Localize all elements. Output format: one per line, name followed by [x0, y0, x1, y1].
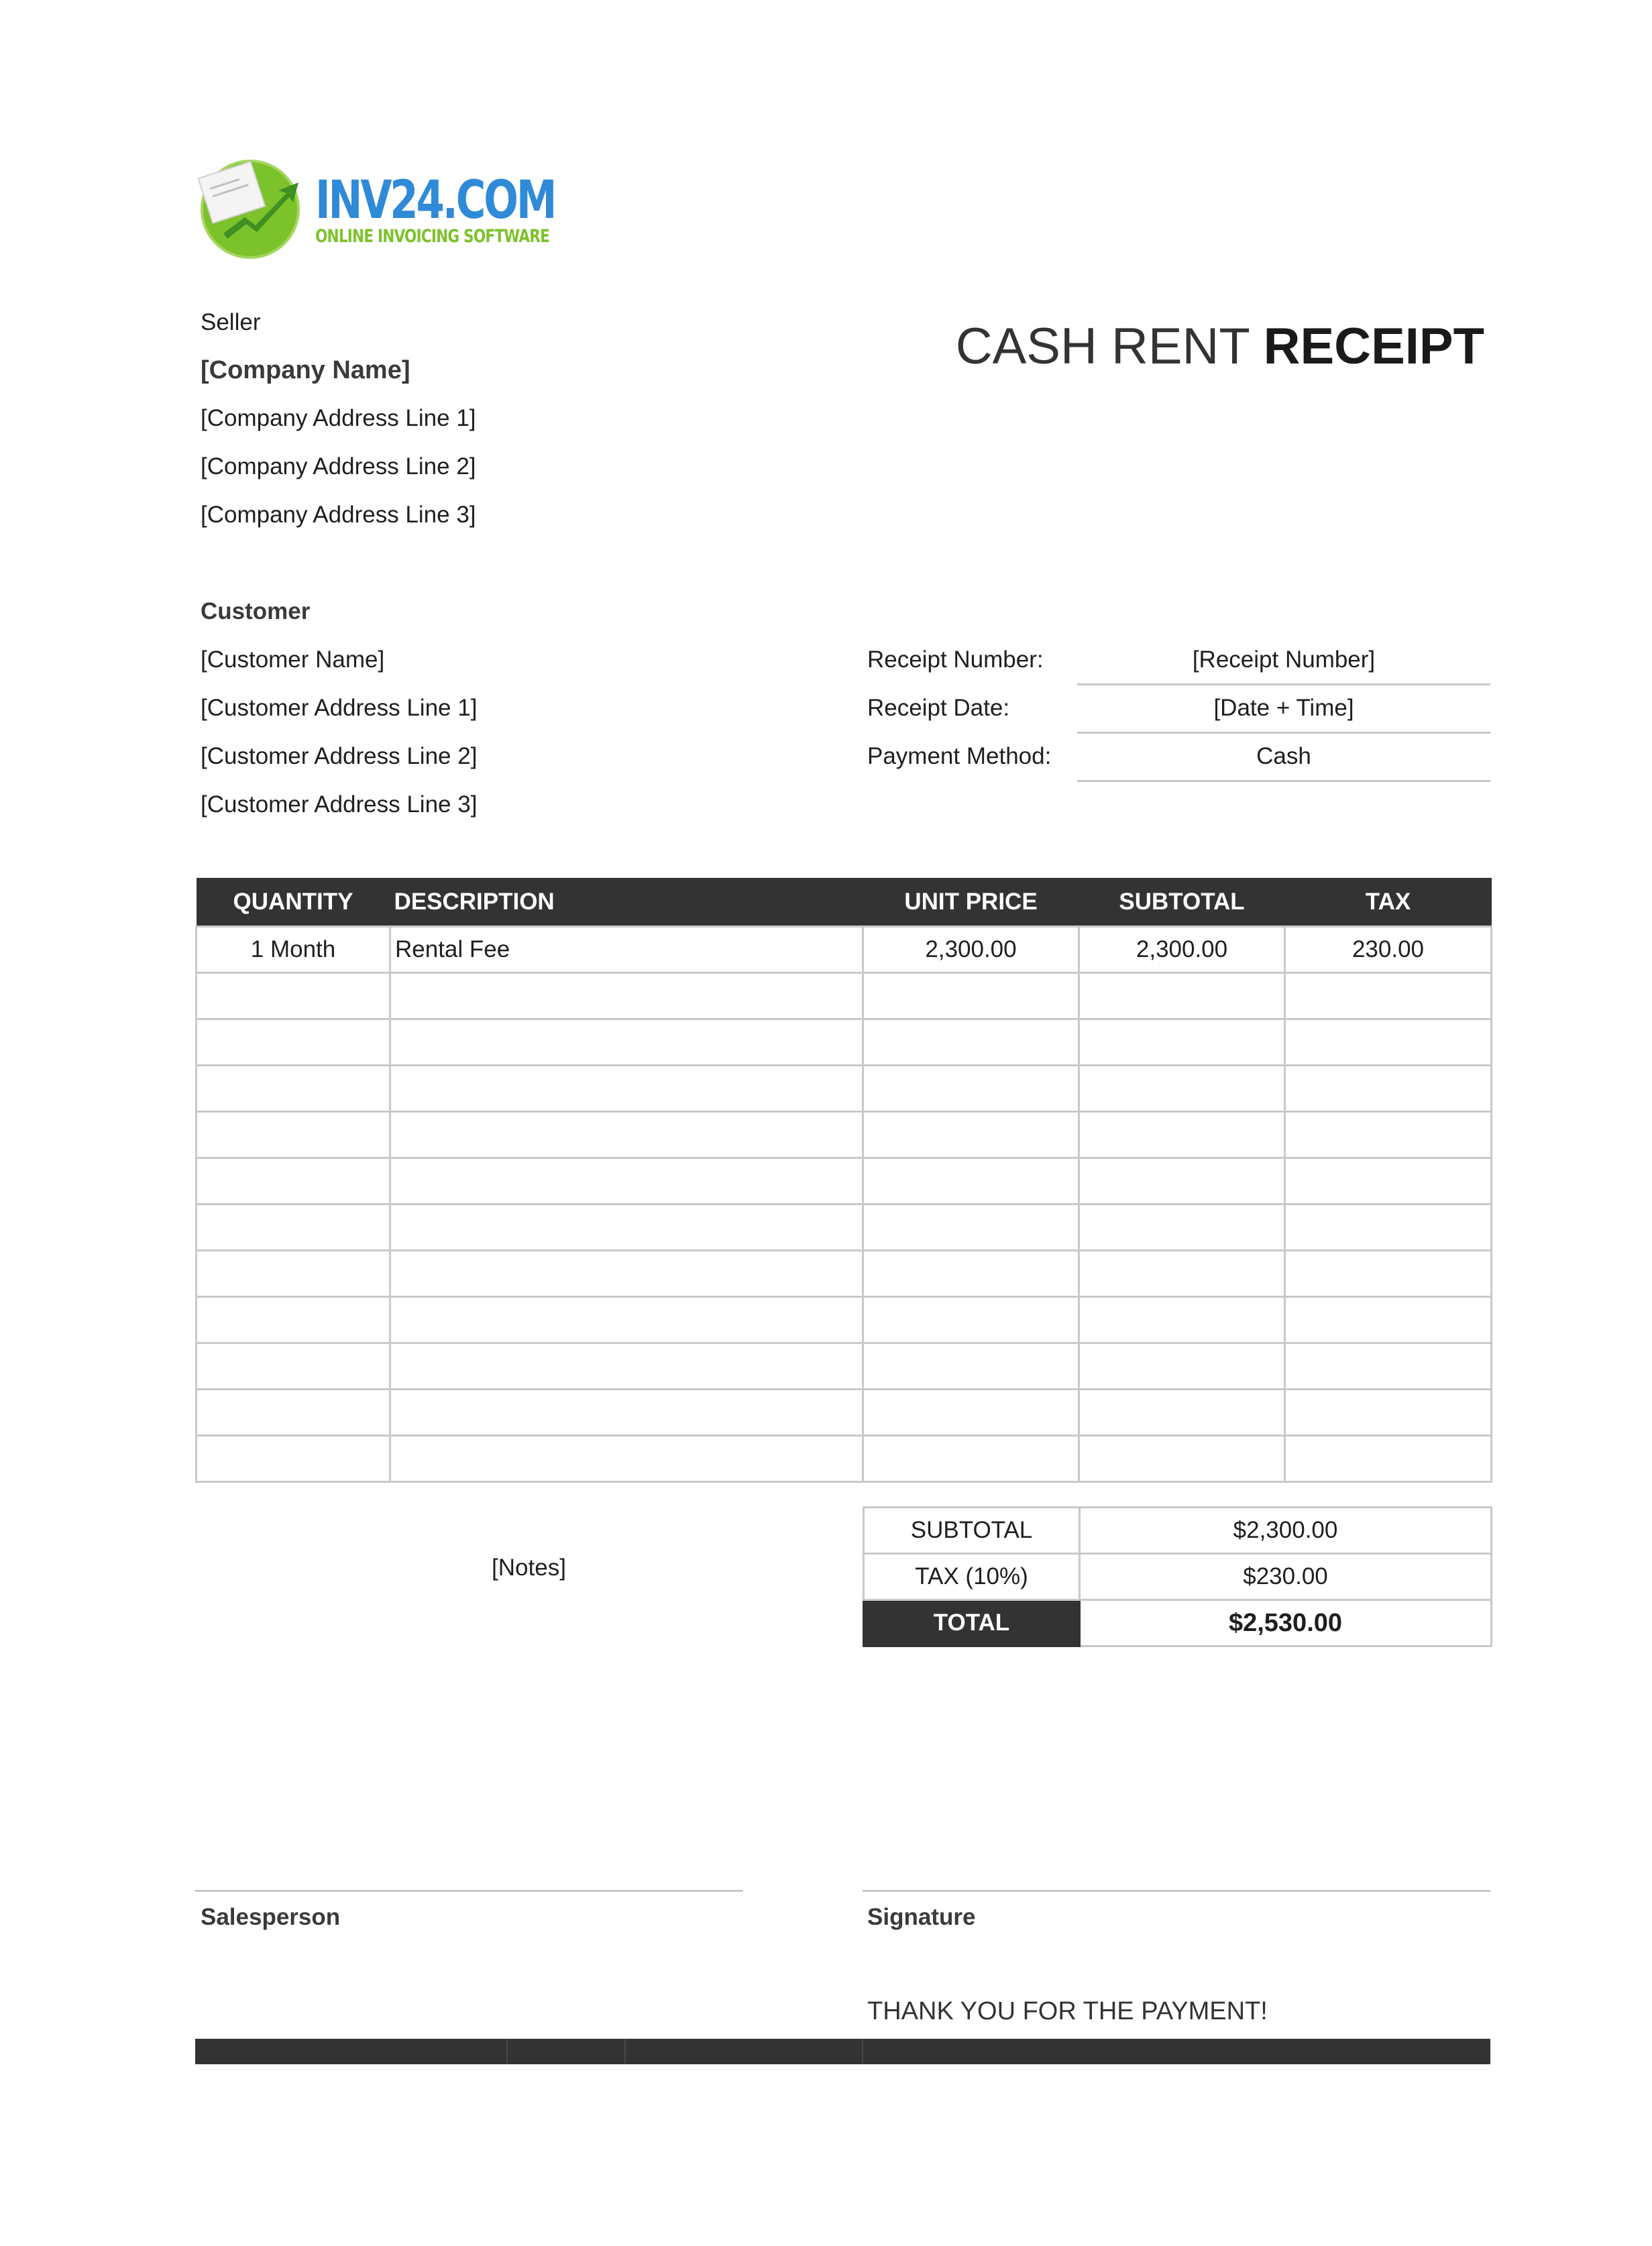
receipt-number-underline: [1077, 683, 1490, 685]
table-row: [197, 927, 1492, 973]
cell-subtotal: 2,300.00: [1079, 927, 1285, 973]
table-cell-empty: [197, 973, 390, 1019]
footer-bar: [195, 2039, 1490, 2064]
table-cell-empty: [1285, 1297, 1492, 1343]
customer-address-line-3: [Customer Address Line 3]: [201, 791, 478, 818]
table-row-empty: [197, 1436, 1492, 1482]
total-row: [864, 1600, 1492, 1646]
table-cell-empty: [390, 973, 863, 1019]
table-cell-empty: [1079, 1297, 1285, 1343]
logo-tagline: ONLINE INVOICING SOFTWARE: [315, 226, 550, 247]
title-bold: RECEIPT: [1263, 318, 1484, 375]
table-cell-empty: [1285, 1343, 1492, 1390]
subtotal-value: $2,300.00: [1080, 1508, 1492, 1554]
table-row-empty: [197, 1204, 1492, 1251]
table-cell-empty: [863, 1066, 1079, 1112]
tax-label: TAX (10%): [864, 1554, 1080, 1600]
customer-label: Customer: [201, 598, 311, 624]
table-cell-empty: [197, 1390, 390, 1436]
subtotal-row: [864, 1508, 1492, 1554]
seller-label: Seller: [201, 309, 261, 335]
table-cell-empty: [1079, 1343, 1285, 1390]
table-cell-empty: [1079, 1390, 1285, 1436]
table-cell-empty: [390, 1251, 863, 1297]
table-cell-empty: [863, 1158, 1079, 1204]
table-cell-empty: [863, 1390, 1079, 1436]
payment-method-label: Payment Method:: [867, 743, 1052, 769]
table-cell-empty: [197, 1251, 390, 1297]
table-cell-empty: [1285, 1390, 1492, 1436]
table-cell-empty: [197, 1158, 390, 1204]
header-subtotal: SUBTOTAL: [1079, 878, 1285, 927]
cell-unit-price: 2,300.00: [863, 927, 1079, 973]
items-table: [195, 878, 1492, 1483]
header-tax: TAX: [1285, 878, 1492, 927]
table-cell-empty: [1285, 1112, 1492, 1158]
customer-address-line-1: [Customer Address Line 1]: [201, 695, 478, 721]
table-cell-empty: [197, 1112, 390, 1158]
footer-divider: [862, 2039, 863, 2064]
table-cell-empty: [197, 1343, 390, 1390]
table-cell-empty: [390, 1343, 863, 1390]
table-cell-empty: [390, 1297, 863, 1343]
receipt-date-label: Receipt Date:: [867, 695, 1010, 721]
table-row-empty: [197, 1390, 1492, 1436]
signature-label: Signature: [867, 1904, 976, 1930]
table-cell-empty: [197, 1019, 390, 1066]
receipt-number-value: [Receipt Number]: [1192, 647, 1376, 673]
table-cell-empty: [1285, 1204, 1492, 1251]
signature-line: [863, 1890, 1490, 1892]
notes: [Notes]: [492, 1555, 566, 1581]
footer-divider: [506, 2039, 508, 2064]
table-cell-empty: [1285, 1019, 1492, 1066]
receipt-date-underline: [1077, 732, 1490, 734]
document-title: [956, 317, 1484, 377]
seller-address-line-2: [Company Address Line 2]: [201, 453, 476, 480]
table-cell-empty: [1285, 1158, 1492, 1204]
table-cell-empty: [863, 1112, 1079, 1158]
seller-company-name: [Company Name]: [201, 356, 410, 384]
table-cell-empty: [390, 1390, 863, 1436]
table-cell-empty: [1079, 1112, 1285, 1158]
header-description: DESCRIPTION: [390, 878, 863, 927]
payment-method-underline: [1077, 780, 1490, 782]
table-cell-empty: [1079, 1158, 1285, 1204]
table-cell-empty: [390, 1436, 863, 1482]
thank-you-message: THANK YOU FOR THE PAYMENT!: [867, 1997, 1268, 2025]
table-cell-empty: [863, 1343, 1079, 1390]
table-cell-empty: [1079, 1436, 1285, 1482]
header-quantity: QUANTITY: [197, 878, 390, 927]
customer-name: [Customer Name]: [201, 647, 385, 673]
table-row-empty: [197, 1112, 1492, 1158]
cell-tax: 230.00: [1285, 927, 1492, 973]
table-cell-empty: [1079, 973, 1285, 1019]
table-cell-empty: [197, 1204, 390, 1251]
table-cell-empty: [390, 1158, 863, 1204]
table-cell-empty: [1079, 1019, 1285, 1066]
cell-quantity: 1 Month: [197, 927, 390, 973]
table-cell-empty: [1079, 1066, 1285, 1112]
receipt-number-label: Receipt Number:: [867, 647, 1044, 673]
table-cell-empty: [390, 1066, 863, 1112]
footer-divider: [624, 2039, 626, 2064]
title-light: CASH RENT: [955, 318, 1264, 375]
tax-value: $230.00: [1080, 1554, 1492, 1600]
seller-address-line-1: [Company Address Line 1]: [201, 405, 476, 431]
table-row-empty: [197, 1343, 1492, 1390]
salesperson-label: Salesperson: [201, 1904, 341, 1930]
table-cell-empty: [1285, 973, 1492, 1019]
table-cell-empty: [390, 1204, 863, 1251]
seller-address-line-3: [Company Address Line 3]: [201, 502, 476, 528]
table-row-empty: [197, 1019, 1492, 1066]
table-row-empty: [197, 1297, 1492, 1343]
table-cell-empty: [197, 1297, 390, 1343]
table-cell-empty: [197, 1066, 390, 1112]
subtotal-label: SUBTOTAL: [864, 1508, 1080, 1554]
table-cell-empty: [1285, 1436, 1492, 1482]
table-cell-empty: [390, 1019, 863, 1066]
table-row-empty: [197, 1158, 1492, 1204]
logo-name: INV24.COM: [315, 170, 555, 231]
table-row-empty: [197, 1066, 1492, 1112]
table-cell-empty: [197, 1436, 390, 1482]
table-row-empty: [197, 1251, 1492, 1297]
table-cell-empty: [863, 1436, 1079, 1482]
header-unit-price: UNIT PRICE: [863, 878, 1079, 927]
payment-method-value: Cash: [1256, 743, 1311, 769]
customer-address-line-2: [Customer Address Line 2]: [201, 743, 478, 769]
table-cell-empty: [863, 1251, 1079, 1297]
total-value: $2,530.00: [1080, 1600, 1492, 1646]
table-cell-empty: [863, 1297, 1079, 1343]
cell-description: Rental Fee: [390, 927, 863, 973]
table-cell-empty: [1285, 1251, 1492, 1297]
totals-table: [863, 1506, 1492, 1647]
table-cell-empty: [390, 1112, 863, 1158]
table-cell-empty: [1079, 1251, 1285, 1297]
table-cell-empty: [863, 1019, 1079, 1066]
table-cell-empty: [863, 973, 1079, 1019]
table-cell-empty: [863, 1204, 1079, 1251]
receipt-date-value: [Date + Time]: [1213, 695, 1354, 721]
table-cell-empty: [1079, 1204, 1285, 1251]
salesperson-line: [195, 1890, 743, 1892]
total-label: TOTAL: [864, 1600, 1080, 1646]
table-cell-empty: [1285, 1066, 1492, 1112]
tax-row: [864, 1554, 1492, 1600]
items-table-header: [197, 878, 1492, 927]
table-row-empty: [197, 973, 1492, 1019]
